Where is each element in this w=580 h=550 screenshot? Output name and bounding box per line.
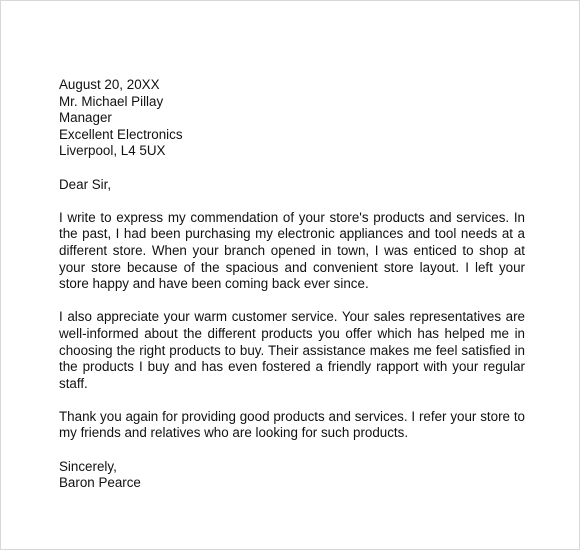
- salutation: Dear Sir,: [59, 176, 112, 192]
- body-paragraph-3: Thank you again for providing good products and services. I refer your store to my friends and relatives who are looking for such products.: [59, 408, 525, 441]
- recipient-title: Manager: [59, 110, 112, 126]
- spacer: [59, 193, 525, 210]
- signature-name: Baron Pearce: [59, 475, 141, 491]
- spacer: [59, 442, 525, 459]
- spacer: [59, 160, 525, 177]
- recipient-address: Liverpool, L4 5UX: [59, 143, 166, 159]
- spacer: [59, 293, 525, 310]
- spacer: [59, 392, 525, 409]
- letter-date: August 20, 20XX: [59, 77, 160, 92]
- letter-body: [59, 77, 525, 492]
- recipient-company: Excellent Electronics: [59, 126, 183, 142]
- closing: Sincerely,: [59, 458, 117, 474]
- body-paragraph-1: I write to express my commendation of your store's products and services. In the past, I had been purchasing my electronic appliances and tool needs at a different store. When your branch opened in town, I was enticed to shop at your store because of the spacious and convenient store layout. I left your store happy and have been coming back ever since.: [59, 209, 525, 292]
- body-paragraph-2: I also appreciate your warm customer service. Your sales representatives are well-informed about the different products you offer which has helped me in choosing the right products to buy. Their assistance makes me feel satisfied in the products I buy and has even fostered a friendly rapport with your regular staff.: [59, 309, 525, 391]
- recipient-name: Mr. Michael Pillay: [59, 93, 164, 109]
